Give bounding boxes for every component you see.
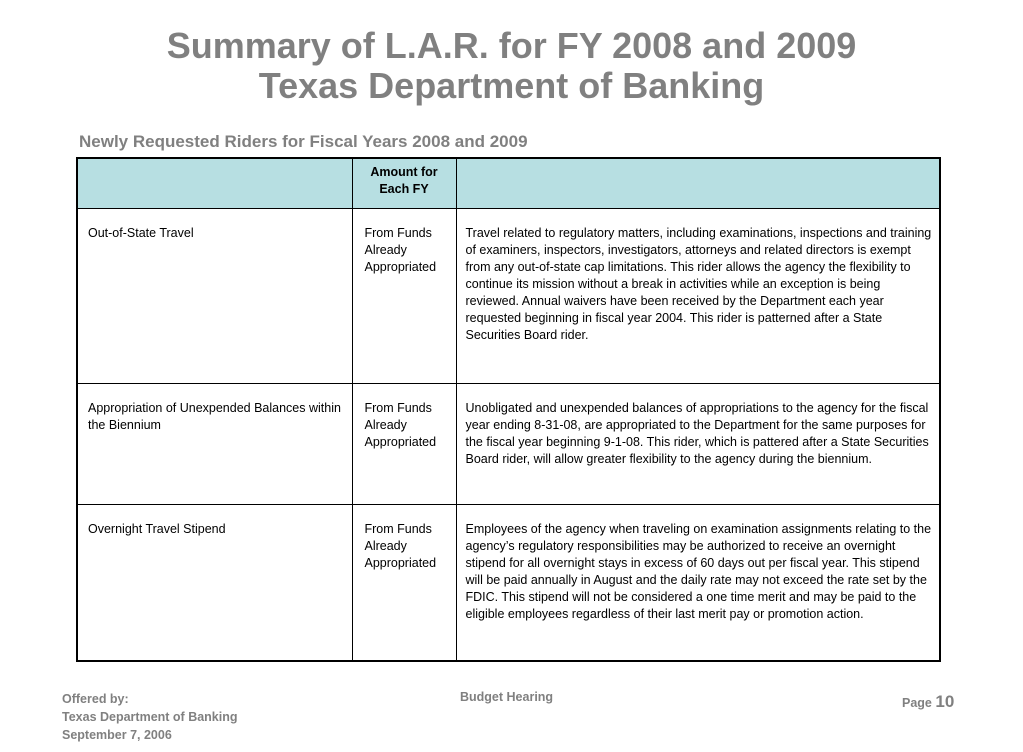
title-line-1: Summary of L.A.R. for FY 2008 and 2009 [166, 25, 857, 66]
rider-description: Travel related to regulatory matters, including examinations, inspections and training of examiners, inspectors, investigators, attorneys and related directors is exempt from any out-of-state cap limitations. This rider allows the agency the flexibility to continue its mission without a break in activities while an exception is being reviewed. Annual waivers have been received by the Department each year requested beginning in fiscal year 2004. This rider is patterned after a State Securities Board rider. [456, 209, 940, 384]
title-line-2: Texas Department of Banking [258, 65, 765, 106]
footer-offered-label: Offered by: [62, 692, 129, 706]
rider-description: Unobligated and unexpended balances of appropriations to the agency for the fiscal year ending 8-31-08, are appropriated to the Department for the same purposes for the fiscal year beginning 9-1-08. This rider, which is pattered after a State Securities Board rider, will allow greater flexibility to the agency during the biennium. [456, 384, 940, 505]
table-row [77, 384, 940, 505]
header-amount [352, 158, 456, 209]
header-amount-line-2: Each FY [379, 182, 429, 196]
rider-amount: From Funds Already Appropriated [352, 209, 456, 384]
footer-department: Texas Department of Banking [62, 710, 238, 724]
footer-date: September 7, 2006 [62, 728, 172, 742]
footer-offered-by [62, 690, 238, 744]
header-rider [77, 158, 352, 209]
riders-table [76, 157, 941, 662]
footer-event: Budget Hearing [460, 690, 554, 704]
slide-title [0, 26, 1023, 106]
header-description [456, 158, 940, 209]
table-row [77, 505, 940, 661]
page-number: 10 [935, 692, 955, 711]
rider-amount: From Funds Already Appropriated [352, 384, 456, 505]
rider-amount: From Funds Already Appropriated [352, 505, 456, 661]
header-amount-line-1: Amount for [370, 165, 438, 179]
table-header-row [77, 158, 940, 209]
page-label: Page [902, 696, 932, 710]
table-row [77, 209, 940, 384]
rider-name: Out-of-State Travel [77, 209, 352, 384]
rider-name: Appropriation of Unexpended Balances within the Biennium [77, 384, 352, 505]
table-caption: Newly Requested Riders for Fiscal Years 2008 and 2009 [79, 132, 528, 151]
rider-name: Overnight Travel Stipend [77, 505, 352, 661]
rider-description: Employees of the agency when traveling on examination assignments relating to the agency’s regulatory responsibilities may be authorized to receive an overnight stipend for all overnight stays in excess of 60 days out per fiscal year. This stipend will be paid annually in August and the daily rate may not exceed the rate set by the FDIC. This stipend will not be considered a one time merit and may be paid to the eligible employees regardless of their last merit pay or promotion action. [456, 505, 940, 661]
page-indicator [902, 692, 954, 712]
